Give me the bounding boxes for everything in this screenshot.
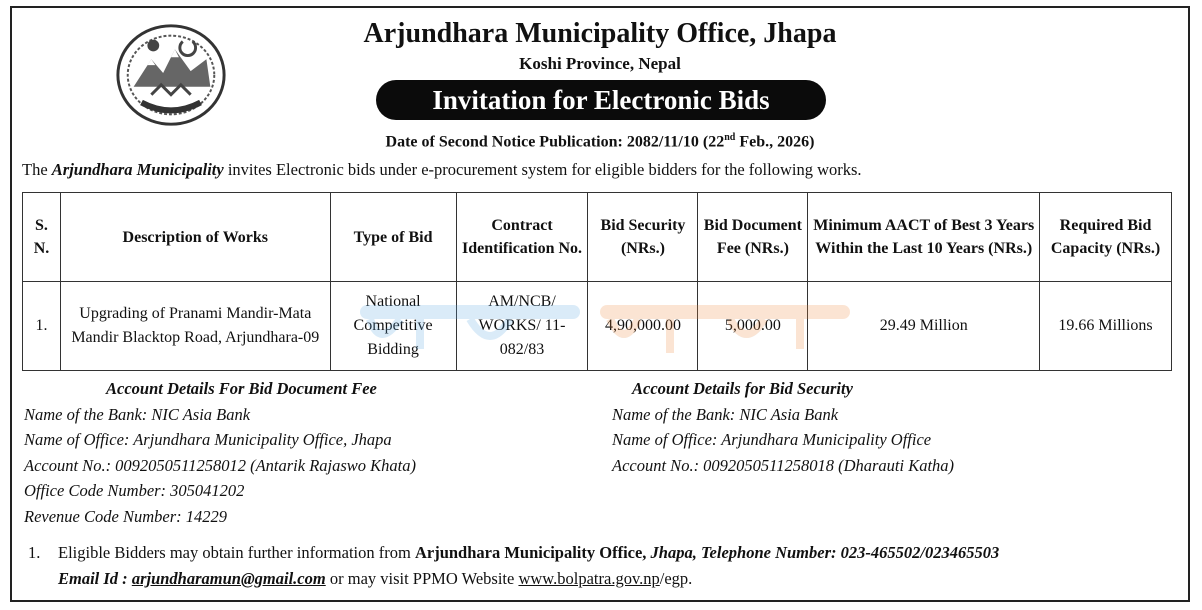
header-doc-fee: Bid Document Fee (NRs.) bbox=[698, 193, 808, 282]
account-fee-number: Account No.: 0092050511258012 (Antarik Rajaswo Khata) bbox=[24, 455, 416, 475]
account-fee-revenue-code: Revenue Code Number: 14229 bbox=[24, 506, 227, 526]
bidder-note bbox=[28, 540, 999, 592]
cell-doc-fee: 5,000.00 bbox=[698, 282, 808, 371]
account-fee-block bbox=[24, 376, 416, 529]
header-capacity: Required Bid Capacity (NRs.) bbox=[1040, 193, 1172, 282]
header-aact: Minimum AACT of Best 3 Years Within the Last 10 Years (NRs.) bbox=[808, 193, 1040, 282]
intro-prefix: The bbox=[22, 160, 48, 179]
table-header-row bbox=[23, 193, 1172, 282]
intro-entity: Arjundhara Municipality bbox=[51, 160, 224, 179]
publication-date-suffix: nd bbox=[724, 132, 736, 143]
header-bid-security: Bid Security (NRs.) bbox=[588, 193, 698, 282]
account-security-block bbox=[612, 376, 954, 478]
intro-body: invites Electronic bids under e-procurement system for eligible bidders for the following works. bbox=[227, 160, 862, 179]
cell-capacity: 19.66 Millions bbox=[1040, 282, 1172, 371]
note-text: Eligible Bidders may obtain further information from bbox=[58, 543, 411, 562]
note-office: Arjundhara Municipality Office, bbox=[414, 543, 647, 562]
header-type: Type of Bid bbox=[330, 193, 456, 282]
intro-text bbox=[22, 160, 1192, 180]
cell-sn: 1. bbox=[23, 282, 61, 371]
account-fee-heading: Account Details For Bid Document Fee bbox=[106, 379, 377, 398]
note-place-phone: Jhapa, Telephone Number: 023-465502/023465503 bbox=[650, 543, 1000, 562]
website-link[interactable]: www.bolpatra.gov.np bbox=[518, 569, 660, 588]
account-fee-office: Name of Office: Arjundhara Municipality Office, Jhapa bbox=[24, 430, 392, 449]
account-security-number: Account No.: 0092050511258018 (Dharauti Katha) bbox=[612, 455, 955, 475]
account-security-bank: Name of the Bank: NIC Asia Bank bbox=[612, 404, 839, 424]
notice-banner: Invitation for Electronic Bids bbox=[376, 80, 826, 120]
account-fee-bank: Name of the Bank: NIC Asia Bank bbox=[24, 404, 251, 424]
office-title: Arjundhara Municipality Office, Jhapa bbox=[363, 18, 837, 49]
website-tail: /egp. bbox=[659, 569, 693, 588]
bid-table bbox=[22, 192, 1172, 371]
publication-date-value: 2082/11/10 (22 bbox=[626, 133, 725, 151]
cell-type: National Competitive Bidding bbox=[330, 282, 456, 371]
cell-contract-id: AM/NCB/ WORKS/ 11-082/83 bbox=[456, 282, 588, 371]
note-visit: or may visit PPMO Website bbox=[329, 569, 515, 588]
account-security-heading: Account Details for Bid Security bbox=[632, 379, 853, 398]
publication-label: Date of Second Notice Publication: bbox=[385, 133, 623, 151]
publication-date-tail: Feb., 2026) bbox=[739, 133, 815, 151]
cell-bid-security: 4,90,000.00 bbox=[588, 282, 698, 371]
email-link[interactable]: arjundharamun@gmail.com bbox=[131, 569, 326, 588]
office-subtitle: Koshi Province, Nepal bbox=[519, 54, 681, 73]
note-email-label: Email Id : bbox=[58, 569, 128, 588]
nepal-government-emblem-icon bbox=[112, 16, 230, 134]
account-fee-office-code: Office Code Number: 305041202 bbox=[24, 481, 245, 500]
cell-description: Upgrading of Pranami Mandir-Mata Mandir Blacktop Road, Arjundhara-09 bbox=[60, 282, 330, 371]
header-description: Description of Works bbox=[60, 193, 330, 282]
publication-date bbox=[300, 132, 900, 151]
note-number: 1. bbox=[28, 543, 41, 562]
table-row bbox=[23, 282, 1172, 371]
header-contract-id: Contract Identification No. bbox=[456, 193, 588, 282]
account-security-office: Name of Office: Arjundhara Municipality Office bbox=[612, 430, 932, 449]
header-sn: S. N. bbox=[23, 193, 61, 282]
cell-aact: 29.49 Million bbox=[808, 282, 1040, 371]
